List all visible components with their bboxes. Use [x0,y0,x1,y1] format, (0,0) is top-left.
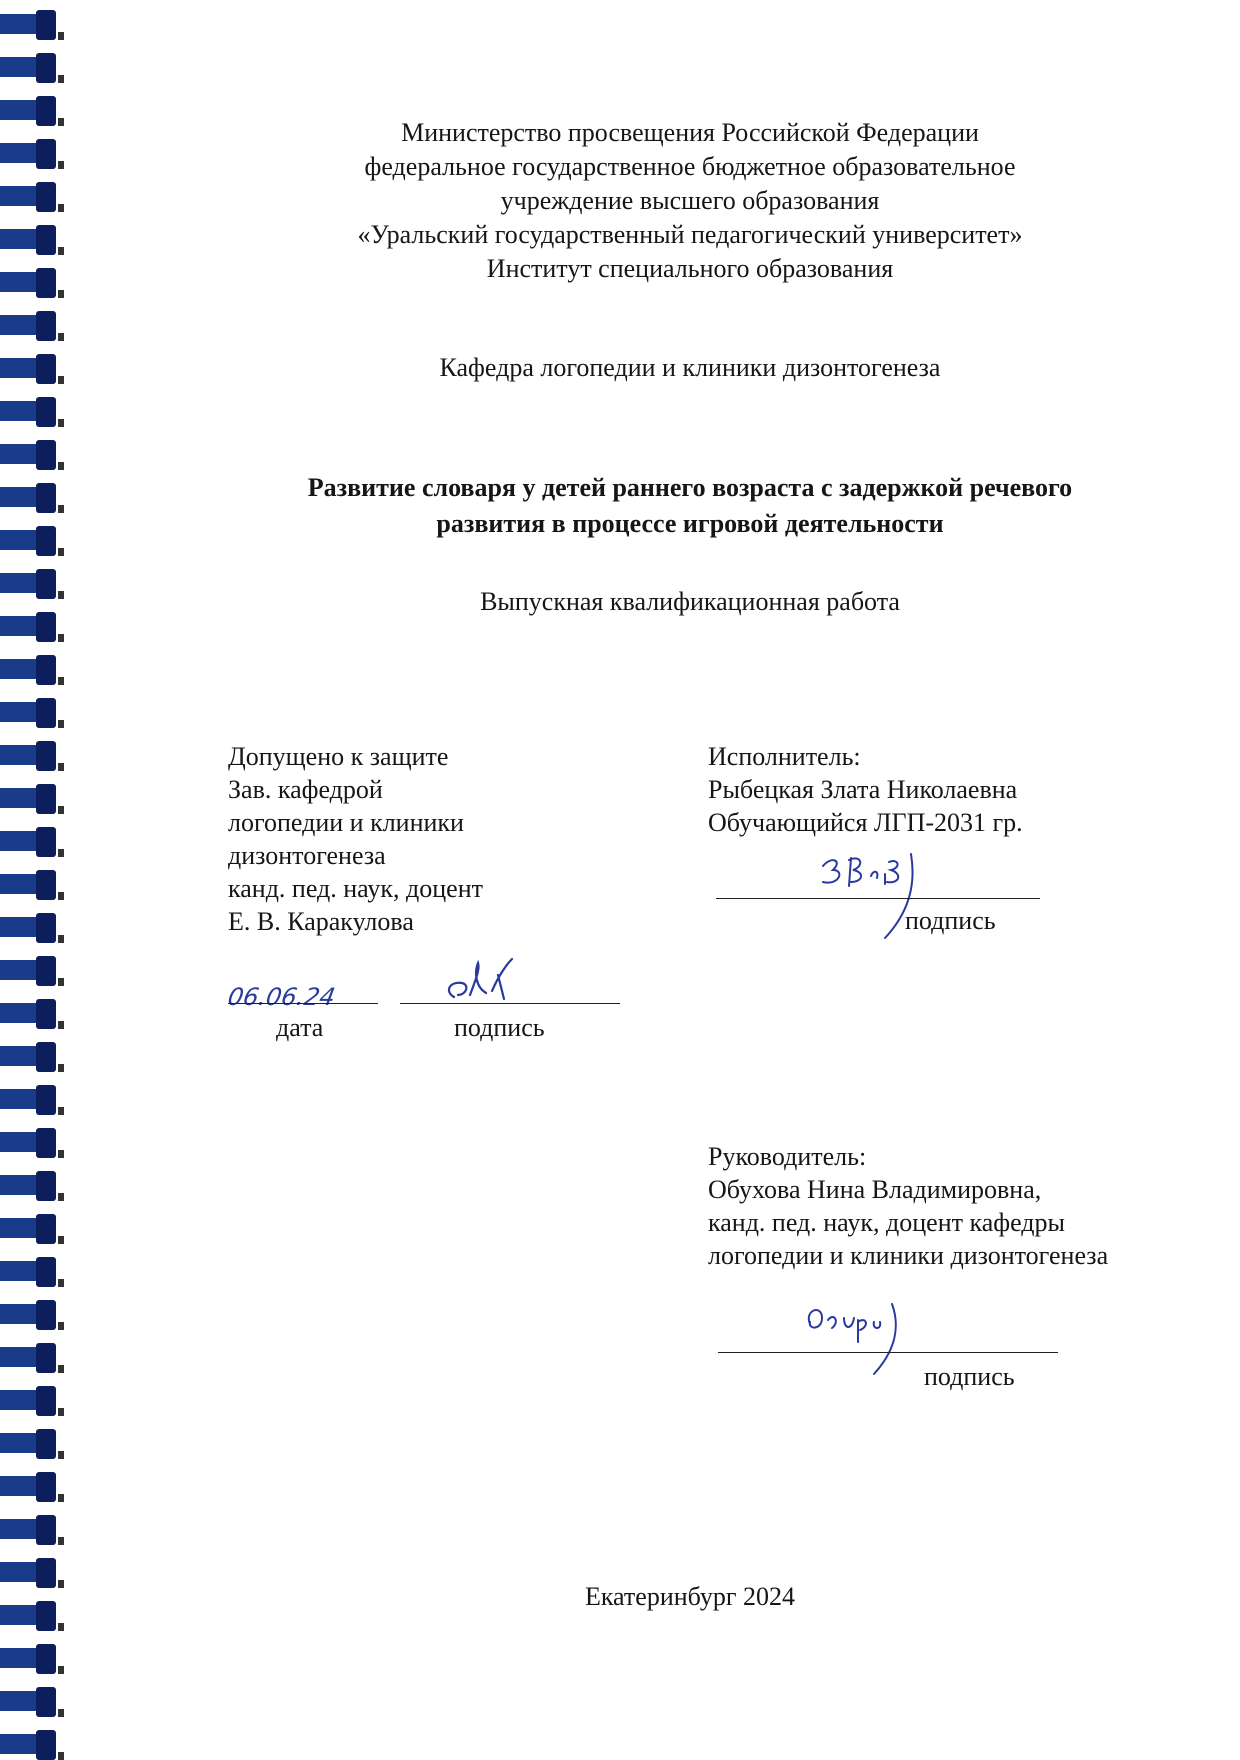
city-year: Екатеринбург 2024 [584,1582,796,1611]
supervisor-degree: канд. пед. наук, доцент кафедры [708,1208,1066,1237]
binding-ring [0,311,58,341]
binding-ring [0,1300,58,1330]
binding-ring [0,698,58,728]
work-type: Выпускная квалификационная работа [480,587,900,616]
executor-name: Рыбецкая Злата Николаевна [708,775,1018,804]
executor-label: Исполнитель: [708,742,861,771]
binding-ring [0,1429,58,1459]
university-name: «Уральский государственный педагогический университет» [357,220,1023,249]
binding-ring [0,1472,58,1502]
date-line [228,1003,378,1004]
binding-ring [0,1343,58,1373]
head-signature-caption: подпись [454,1013,545,1042]
ministry-line: Министерство просвещения Российской Федерации [401,118,979,147]
thesis-title [0,470,1240,542]
binding-ring [0,655,58,685]
institution-type-line: федеральное государственное бюджетное образовательное [364,152,1016,181]
department-name: Кафедра логопедии и клиники дизонтогенеза [439,353,941,382]
thesis-title-line2: развития в процессе игровой деятельности [436,509,944,538]
binding-ring [0,53,58,83]
binding-ring [0,1386,58,1416]
admission-block [228,740,483,938]
head-of-department-line: Зав. кафедрой [228,775,383,804]
supervisor-signature [800,1300,910,1385]
handwritten-date-text: 06.06.24 [228,983,338,1011]
binding-ring [0,999,58,1029]
binding-ring [0,440,58,470]
supervisor-department: логопедии и клиники дизонтогенеза [708,1241,1109,1270]
admission-line: Допущено к защите [228,742,449,771]
executor-block [708,740,1023,839]
supervisor-name: Обухова Нина Владимировна, [708,1175,1042,1204]
head-signature [440,955,540,1015]
executor-signature-line [716,898,1040,899]
head-signature-line [400,1003,620,1004]
binding-ring [0,1257,58,1287]
institution-level-line: учреждение высшего образования [500,186,880,215]
institution-header [0,116,1240,286]
department-line: логопедии и клиники [228,808,464,837]
binding-ring [0,870,58,900]
institute-name: Институт специального образования [486,254,894,283]
supervisor-signature-caption: подпись [924,1362,1015,1391]
thesis-title-line1: Развитие словаря у детей раннего возраста с задержкой речевого [307,473,1073,502]
binding-ring [0,1515,58,1545]
binding-ring [0,1730,58,1760]
binding-ring [0,397,58,427]
binding-ring [0,784,58,814]
date-caption: дата [276,1013,324,1042]
binding-ring [0,827,58,857]
executor-group: Обучающийся ЛГП-2031 гр. [708,808,1023,837]
binding-ring [0,1687,58,1717]
binding-ring [0,1128,58,1158]
binding-ring [0,956,58,986]
supervisor-signature-line [718,1352,1058,1353]
binding-ring [0,10,58,40]
binding-ring [0,1085,58,1115]
binding-ring [0,1214,58,1244]
head-name: Е. В. Каракулова [228,907,414,936]
binding-ring [0,741,58,771]
supervisor-label: Руководитель: [708,1142,867,1171]
executor-signature-caption: подпись [905,906,996,935]
degree-line: канд. пед. наук, доцент [228,874,483,903]
executor-signature [815,848,955,953]
binding-ring [0,1042,58,1072]
supervisor-block [708,1140,1108,1272]
department-line-cont: дизонтогенеза [228,841,386,870]
binding-ring [0,1171,58,1201]
binding-ring [0,913,58,943]
binding-ring [0,1644,58,1674]
